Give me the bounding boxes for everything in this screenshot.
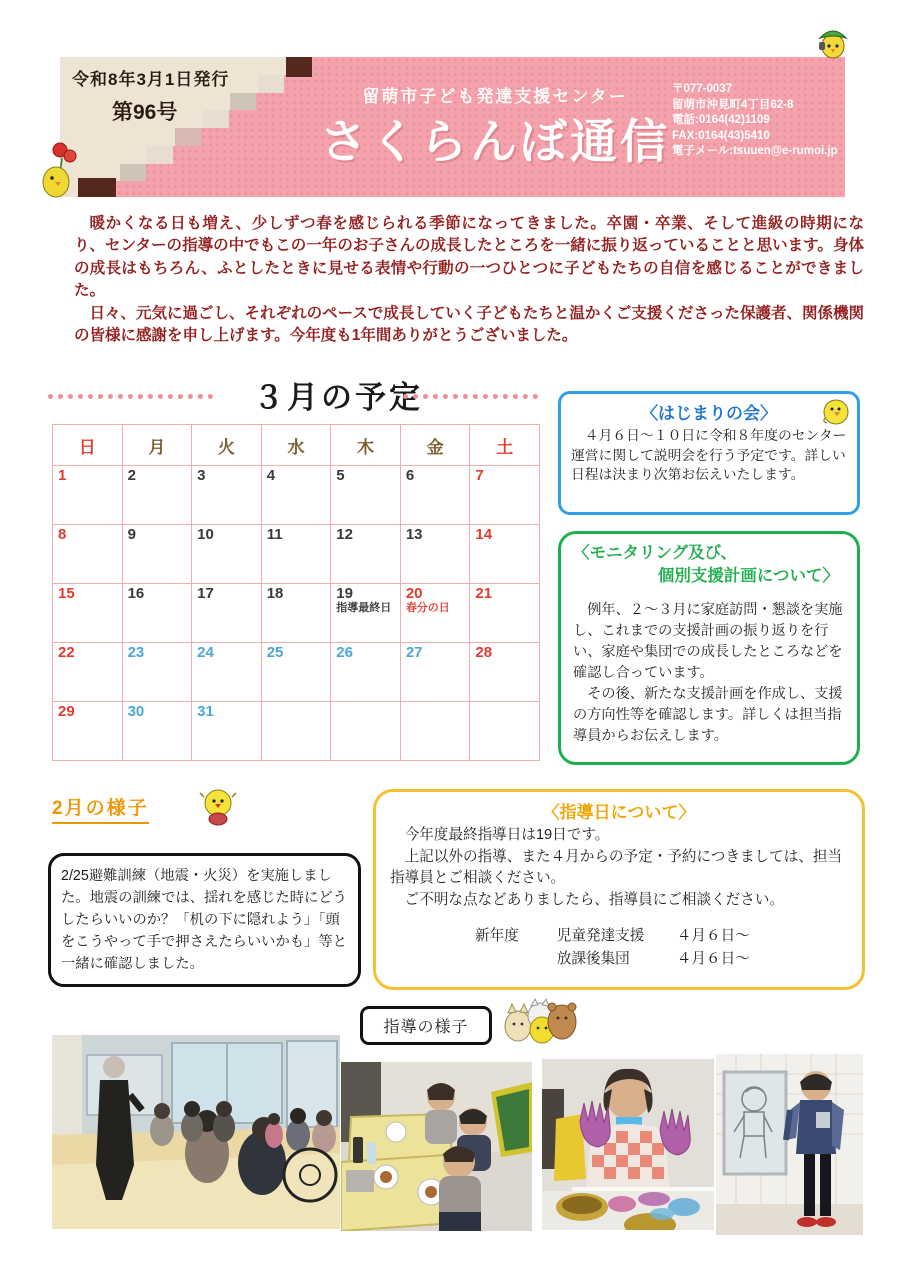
- calendar-body: [53, 466, 540, 761]
- calendar-day-header: 金: [400, 425, 470, 466]
- calendar-day-cell: [53, 466, 123, 525]
- dotted-line-right: [403, 394, 538, 399]
- calendar-day-number: 26: [336, 644, 353, 661]
- shidoubi-line3: ご不明な点などありましたら、指導員にご相談ください。: [404, 891, 785, 908]
- postal-code: 〒077-0037: [672, 83, 733, 95]
- calendar-day-cell: [261, 584, 331, 643]
- intro-paragraph-1: 暖かくなる日も増え、少しずつ春を感じられる季節になってきました。卒園・卒業、そして進級の時期になり、センターの指導の中でもこの一年のお子さんの成長したところを一緒に振り返っていることと思います。身体の成長はもちろん、ふとしたときに見せる表情や行動の一つひとつに子どもたちの自信を感じることができました。: [74, 215, 864, 300]
- calendar-day-cell: [53, 702, 123, 761]
- march-calendar: [52, 424, 540, 761]
- schedule-service-name: 児童発達支援: [556, 928, 645, 944]
- calendar-day-number: 25: [266, 644, 284, 661]
- calendar-day-cell: [261, 702, 331, 761]
- calendar-day-cell: [122, 466, 192, 525]
- shidoubi-line1: 今年度最終指導日は19日です。: [404, 827, 610, 843]
- calendar-header-row: [53, 425, 540, 466]
- calendar-day-cell: [470, 643, 540, 702]
- monitoring-title: [573, 542, 845, 588]
- photo-hand-painting: [542, 1059, 714, 1230]
- calendar-day-cell: [400, 584, 470, 643]
- schedule-rows: [557, 925, 750, 971]
- calendar-day-header: 火: [192, 425, 262, 466]
- calendar-day-number: 3: [197, 467, 206, 484]
- chick-helmet-icon: [812, 22, 854, 62]
- chick-exercising-icon: [196, 783, 240, 827]
- calendar-day-number: 20: [405, 585, 423, 602]
- issue-number: 第96号: [112, 101, 178, 124]
- calendar-day-cell: [261, 525, 331, 584]
- calendar-week-row: [53, 584, 540, 643]
- schedule-service-name: 放課後集団: [556, 951, 630, 967]
- calendar-day-cell: [331, 525, 401, 584]
- schedule-start-date: ４月６日～: [676, 928, 750, 944]
- intro-text: [74, 213, 864, 347]
- calendar-day-cell: [470, 466, 540, 525]
- monitoring-body: [573, 600, 845, 747]
- calendar-week-row: [53, 466, 540, 525]
- hajimari-box: [558, 391, 860, 515]
- calendar-day-cell: [261, 466, 331, 525]
- contact-info: [672, 82, 842, 160]
- calendar-day-number: 31: [197, 703, 214, 720]
- calendar-day-number: 19: [336, 585, 353, 602]
- calendar-day-cell: [53, 525, 123, 584]
- calendar-day-number: 7: [475, 467, 484, 484]
- calendar-day-cell: [331, 702, 401, 761]
- evacuation-drill-text: 2/25避難訓練（地震・火災）を実施しました。地震の訓練では、揺れを感じた時にどうしたらいいのか？「机の下に隠れよう」「頭をこうやって手で押さえたらいいかも」等と一緒に確認しました。: [61, 868, 347, 972]
- phone: 電話:0164(42)1109: [672, 114, 770, 126]
- calendar-week-row: [53, 702, 540, 761]
- newsletter-title: さくらんぼ通信: [320, 115, 670, 168]
- monitoring-box: [558, 531, 860, 765]
- calendar-day-note: 指導最終日: [336, 602, 392, 614]
- fax: FAX:0164(43)5410: [672, 129, 770, 142]
- calendar-day-number: 17: [197, 585, 214, 602]
- calendar-day-number: 8: [58, 526, 67, 543]
- calendar-day-cell: [470, 584, 540, 643]
- photos-section-label: 指導の様子: [360, 1006, 492, 1045]
- calendar-day-cell: [192, 702, 262, 761]
- calendar-day-number: 6: [405, 467, 415, 484]
- february-heading: 2月の様子: [52, 793, 149, 824]
- calendar-title: ３月の予定: [253, 380, 423, 415]
- calendar-day-header: 日: [53, 425, 123, 466]
- issue-date: 令和8年3月1日発行: [72, 70, 230, 89]
- shidoubi-body: [390, 825, 848, 911]
- calendar-day-number: 15: [58, 585, 75, 602]
- calendar-day-number: 24: [197, 644, 214, 661]
- calendar-day-cell: [261, 643, 331, 702]
- calendar-day-header: 木: [331, 425, 401, 466]
- calendar-day-note: 春分の日: [405, 602, 450, 614]
- intro-paragraph-2: 日々、元気に過ごし、それぞれのペースで成長していく子どもたちと温かくご支援くださった保護者、関係機関の皆様に感謝を申し上げます。今年度も1年間ありがとうございました。: [74, 304, 864, 345]
- hajimari-title: 〈はじまりの会〉: [641, 404, 777, 423]
- calendar-week-row: [53, 525, 540, 584]
- calendar-day-number: 28: [475, 644, 493, 661]
- calendar-day-cell: [331, 643, 401, 702]
- calendar-day-number: 30: [127, 703, 145, 720]
- calendar-day-number: 13: [405, 526, 423, 543]
- calendar-day-cell: [470, 702, 540, 761]
- calendar-day-cell: [192, 643, 262, 702]
- monitoring-title-line1: 〈モニタリング及び、: [573, 544, 738, 562]
- schedule-start-date: ４月６日～: [676, 951, 750, 967]
- dotted-line-left: [48, 394, 213, 399]
- monitoring-paragraph-2: その後、新たな支援計画を作成し、支援の方向性等を確認します。詳しくは担当指導員からお伝えします。: [573, 686, 843, 744]
- monitoring-paragraph-1: 例年、２～３月に家庭訪問・懇談を実施し、これまでの支援計画の振り返りを行い、家庭や集団での成長したところなどを確認し合っています。: [573, 602, 843, 681]
- calendar-day-number: 29: [58, 703, 75, 720]
- calendar-day-number: 4: [266, 467, 276, 484]
- new-year-schedule: [390, 925, 848, 971]
- calendar-day-cell: [400, 466, 470, 525]
- address: 留萌市沖見町4丁目62-8: [672, 98, 794, 111]
- chick-flowers-icon: [38, 140, 82, 202]
- calendar-day-cell: [192, 584, 262, 643]
- schedule-row: [557, 925, 750, 948]
- calendar-day-cell: [122, 643, 192, 702]
- calendar-day-cell: [470, 525, 540, 584]
- monitoring-title-line2: 個別支援計画について〉: [657, 567, 839, 585]
- calendar-day-number: 9: [127, 526, 136, 543]
- photo-circle-meeting: [52, 1035, 340, 1229]
- calendar-day-header: 水: [261, 425, 331, 466]
- calendar-day-number: 22: [58, 644, 75, 661]
- calendar-week-row: [53, 643, 540, 702]
- calendar-day-cell: [122, 584, 192, 643]
- calendar-day-number: 14: [475, 526, 493, 543]
- calendar-day-number: 21: [475, 585, 493, 602]
- calendar-day-cell: [192, 466, 262, 525]
- schedule-label: 新年度: [475, 928, 519, 944]
- calendar-day-number: 2: [127, 467, 136, 484]
- calendar-title-row: [48, 372, 548, 418]
- calendar-day-number: 23: [127, 644, 145, 661]
- animal-friends-icon: [500, 998, 578, 1044]
- organization-name: 留萌市子ども発達支援センター: [362, 87, 628, 106]
- calendar-day-number: 12: [336, 526, 353, 543]
- calendar-day-cell: [122, 702, 192, 761]
- calendar-day-cell: [53, 643, 123, 702]
- calendar-day-number: 5: [336, 467, 345, 484]
- header-banner: [60, 57, 845, 197]
- calendar-day-number: 11: [266, 526, 283, 543]
- email: 電子メール:tsuuen@e-rumoi.jp: [672, 145, 838, 157]
- issue-block: [72, 65, 302, 126]
- chick-icon: [819, 396, 853, 426]
- calendar-day-cell: [400, 525, 470, 584]
- calendar-day-number: 16: [127, 585, 145, 602]
- schedule-row: [557, 948, 750, 971]
- calendar-day-cell: [122, 525, 192, 584]
- calendar-day-cell: [400, 702, 470, 761]
- shidoubi-title: 〈指導日について〉: [542, 803, 696, 822]
- evacuation-drill-box: [48, 853, 361, 987]
- calendar-day-cell: [192, 525, 262, 584]
- calendar-day-cell: [53, 584, 123, 643]
- calendar-day-number: 10: [197, 526, 214, 543]
- calendar-day-cell: [331, 584, 401, 643]
- hajimari-body: ４月６日～１０日に令和８年度のセンター運営に関して説明会を行う予定です。詳しい日程は決まり次第お伝えいたします。: [571, 428, 847, 482]
- calendar-day-number: 18: [266, 585, 284, 602]
- shidoubi-line2: 上記以外の指導、また４月からの予定・予約につきましては、担当指導員とご相談ください。: [390, 848, 843, 886]
- calendar-day-number: 1: [58, 467, 67, 484]
- calendar-day-cell: [331, 466, 401, 525]
- photo-whiteboard-boy: [716, 1054, 863, 1235]
- calendar-day-header: 土: [470, 425, 540, 466]
- calendar-day-header: 月: [122, 425, 192, 466]
- calendar-day-cell: [400, 643, 470, 702]
- calendar-day-number: 27: [405, 644, 423, 661]
- photo-snack-time: [341, 1062, 532, 1231]
- shidoubi-box: [373, 789, 865, 990]
